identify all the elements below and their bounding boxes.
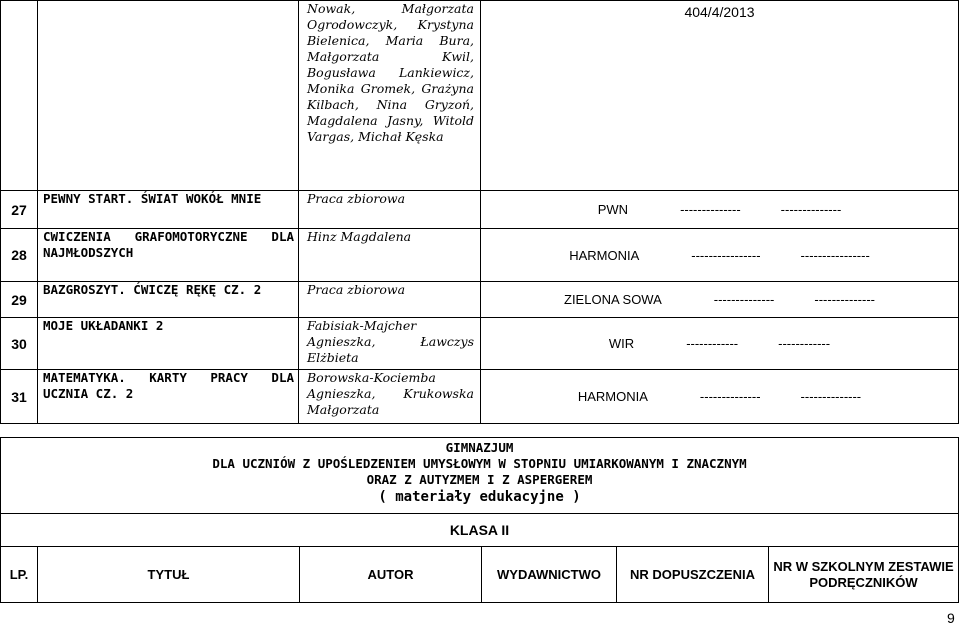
nr-dopuszczenia: ----------------: [691, 247, 761, 263]
class-label: KLASA II: [1, 514, 959, 547]
lp-cell: 27: [1, 191, 38, 229]
header-author: AUTOR: [300, 547, 482, 603]
publisher-cell: [481, 370, 959, 424]
header-lp: LP.: [1, 547, 38, 603]
lp-cell: 28: [1, 229, 38, 282]
section-subtitle: DLA UCZNIÓW Z UPOŚLEDZENIEM UMYSŁOWYM W STOPNIU UMIARKOWANYM I ZNACZNYM: [212, 456, 747, 471]
materials-note: ( materiały edukacyjne ): [378, 489, 581, 505]
author-cell: Praca zbiorowa: [299, 282, 481, 318]
lp-cell: 31: [1, 370, 38, 424]
title-cell: BAZGROSZYT. ĆWICZĘ RĘKĘ CZ. 2: [38, 282, 299, 318]
publisher-cell: [481, 229, 959, 282]
nr-dopuszczenia: --------------: [680, 202, 741, 217]
header-row: [1, 547, 959, 603]
publisher-cell: [481, 282, 959, 318]
table-row: [1, 229, 959, 282]
author-cell: Praca zbiorowa: [299, 191, 481, 229]
title-cell: MOJE UKŁADANKI 2: [38, 318, 299, 370]
publisher-name: HARMONIA: [569, 247, 640, 263]
author-cell: Nowak, Małgorzata Ogrodowczyk, Krystyna Bielenica, Maria Bura, Małgorzata Kwil, Bogusława Lankiewicz, Monika Gromek, Grażyna Kilbach, Nina Gryzoń, Magdalena Jasny, Witold Vargas, Michał Kęska: [299, 1, 481, 191]
nr-dopuszczenia: --------------: [713, 292, 775, 307]
nr-zestaw: --------------: [814, 292, 875, 307]
title-cell: CWICZENIA GRAFOMOTORYCZNE DLA NAJMŁODSZYCH: [38, 229, 299, 282]
lp-cell: 29: [1, 282, 38, 318]
section-table: [0, 437, 959, 603]
header-publisher: WYDAWNICTWO: [482, 547, 617, 603]
publisher-cell: [481, 318, 959, 370]
class-row: [1, 514, 959, 547]
title-cell: MATEMATYKA. KARTY PRACY DLA UCZNIA CZ. 2: [38, 370, 299, 424]
author-cell: Borowska-Kociemba Agnieszka, Krukowska Małgorzata: [299, 370, 481, 424]
publisher-name: ZIELONA SOWA: [564, 292, 662, 307]
nr-dopuszczenia-cell: 404/4/2013: [481, 1, 959, 191]
nr-zestaw: ----------------: [800, 247, 870, 263]
lp-cell: [1, 1, 38, 191]
header-nr-dopuszczenia: NR DOPUSZCZENIA: [617, 547, 769, 603]
lp-cell: 30: [1, 318, 38, 370]
nr-zestaw: ------------: [778, 336, 831, 351]
table-row: [1, 1, 959, 191]
header-nr-zestaw: NR W SZKOLNYM ZESTAWIE PODRĘCZNIKÓW: [769, 547, 959, 603]
section-heading-row: [1, 438, 959, 514]
table-row: [1, 370, 959, 424]
publisher-name: PWN: [597, 202, 629, 217]
section-heading: [1, 438, 959, 514]
school-type: GIMNAZJUM: [445, 440, 514, 455]
nr-dopuszczenia: ------------: [686, 336, 739, 351]
author-cell: Hinz Magdalena: [299, 229, 481, 282]
title-cell: [38, 1, 299, 191]
table-row: [1, 282, 959, 318]
table-row: [1, 191, 959, 229]
header-title: TYTUŁ: [38, 547, 300, 603]
publisher-name: HARMONIA: [577, 389, 648, 404]
nr-dopuszczenia: --------------: [699, 389, 761, 404]
title-cell: PEWNY START. ŚWIAT WOKÓŁ MNIE: [38, 191, 299, 229]
section-subtitle-2: ORAZ Z AUTYZMEM I Z ASPERGEREM: [366, 472, 593, 487]
page-number: 9: [947, 610, 955, 626]
nr-zestaw: --------------: [780, 202, 842, 217]
nr-zestaw: --------------: [800, 389, 862, 404]
table-row: [1, 318, 959, 370]
publisher-cell: [481, 191, 959, 229]
publisher-name: WIR: [608, 336, 635, 351]
author-cell: Fabisiak-Majcher Agnieszka, Ławczys Elżbieta: [299, 318, 481, 370]
